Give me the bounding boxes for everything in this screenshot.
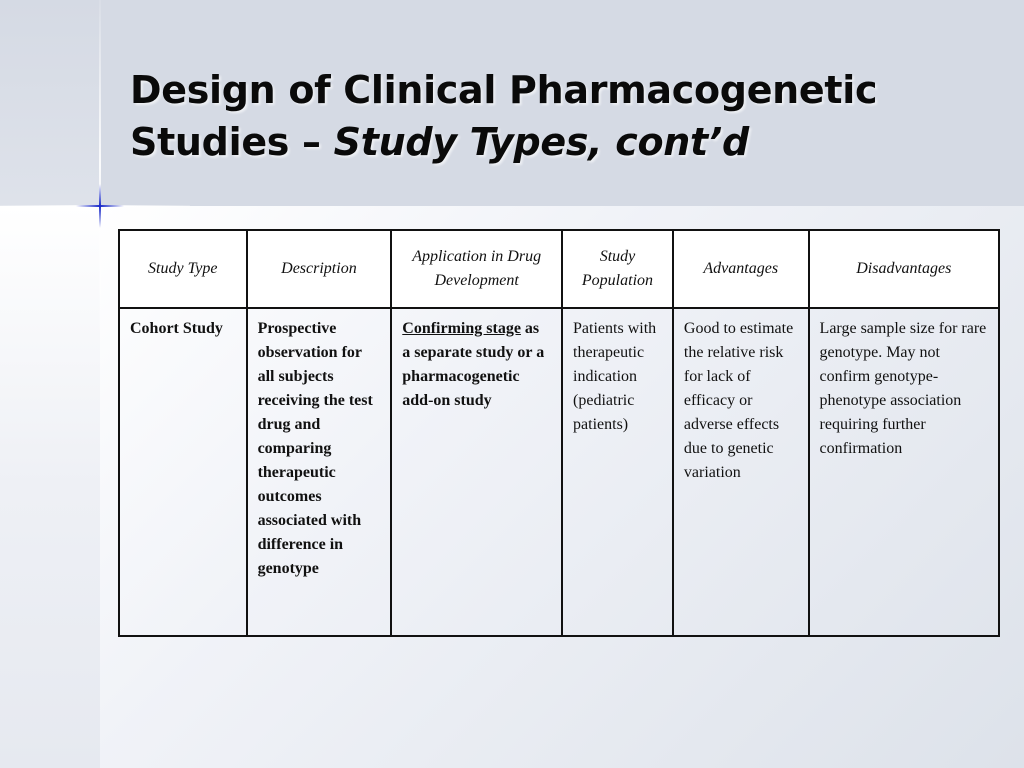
decorative-vertical-line (99, 0, 101, 330)
header-disadvantages: Disadvantages (809, 230, 999, 308)
title-line-2-prefix: Studies – (130, 120, 334, 164)
application-emphasis: Confirming stage (402, 320, 521, 337)
cell-study-type: Cohort Study (119, 308, 247, 636)
cell-disadvantages: Large sample size for rare genotype. May not confirm genotype-phenotype association requiring further confirmation (809, 308, 999, 636)
slide-title (130, 64, 1000, 168)
application-text: as a separate study or a pharmacogenetic add-on study (402, 320, 545, 409)
table-header-row (119, 230, 999, 308)
header-study-population: Study Population (562, 230, 673, 308)
study-types-table (118, 229, 1000, 637)
sparkle-icon-horizontal (76, 205, 124, 207)
cell-advantages: Good to estimate the relative risk for lack of efficacy or adverse effects due to genetic variation (673, 308, 809, 636)
title-line-2-italic: Study Types, cont’d (333, 120, 749, 164)
header-description: Description (247, 230, 392, 308)
cell-population: Patients with therapeutic indication (pediatric patients) (562, 308, 673, 636)
cell-application (391, 308, 562, 636)
left-band-lower (0, 206, 100, 768)
table-row (119, 308, 999, 636)
cell-description: Prospective observation for all subjects receiving the test drug and comparing therapeutic outcomes associated with difference in genotype (247, 308, 392, 636)
header-application: Application in Drug Development (391, 230, 562, 308)
title-line-1: Design of Clinical Pharmacogenetic (130, 68, 878, 112)
header-study-type: Study Type (119, 230, 247, 308)
header-advantages: Advantages (673, 230, 809, 308)
